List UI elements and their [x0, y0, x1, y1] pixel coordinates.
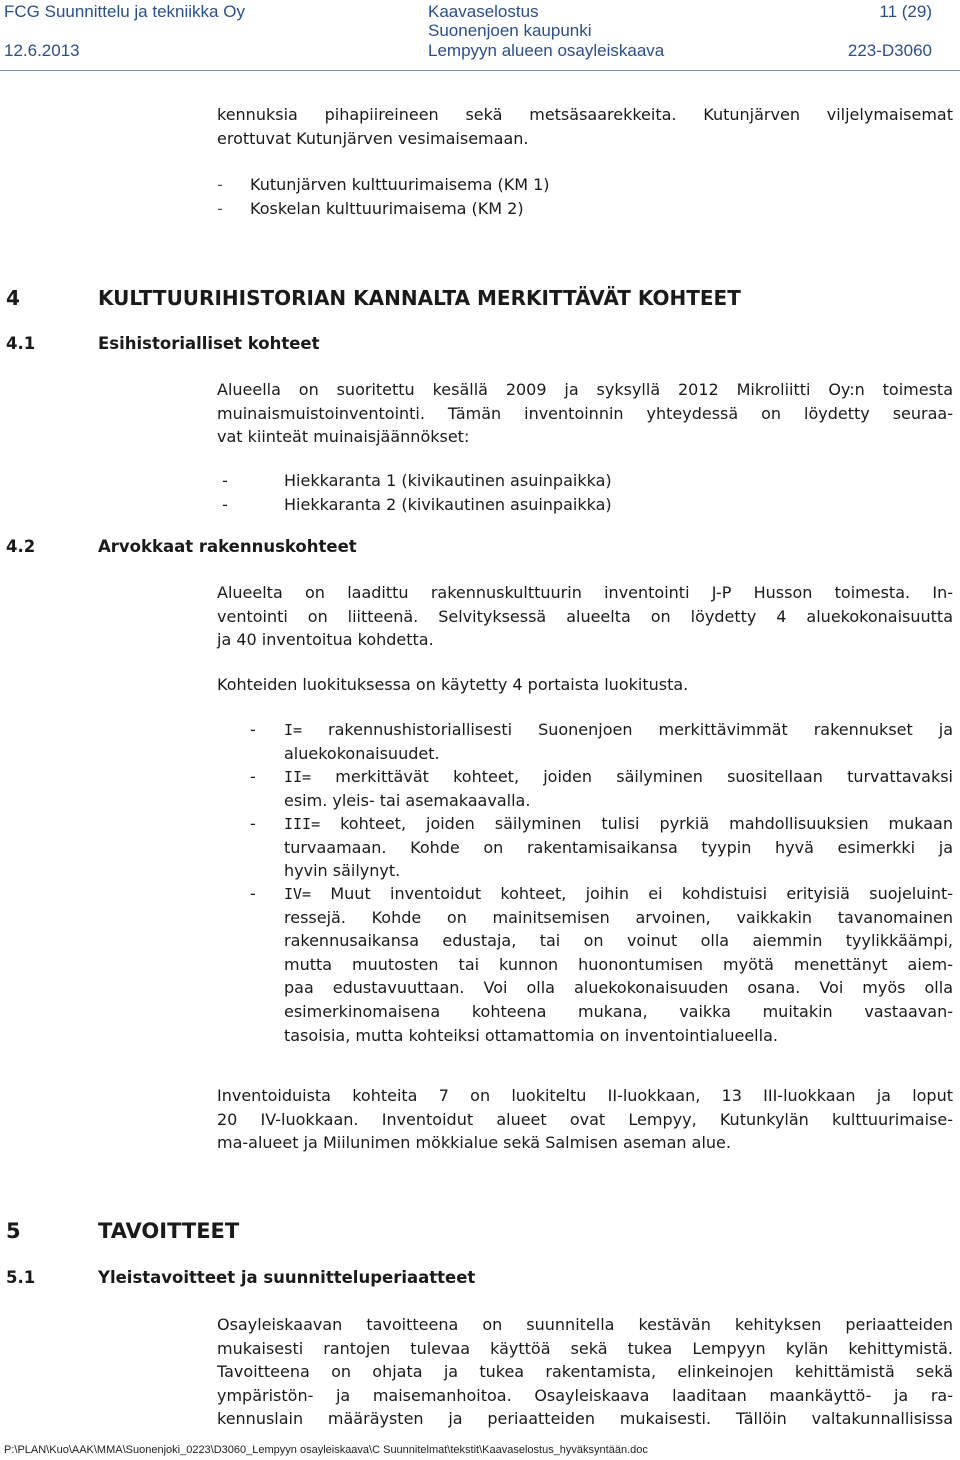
class-text: hyvin säilynyt.: [284, 861, 401, 881]
class-text: tasoisia, mutta kohteiksi ottamattomia on inventointialueella.: [284, 1025, 778, 1045]
list-item: Kutunjärven kulttuurimaisema (KM 1): [250, 175, 550, 194]
paragraph-line: 20 IV-luokkaan. Inventoidut alueet ovat Lempyy, Kutunkylän kulttuurimaise-: [217, 1109, 953, 1129]
paragraph-line: ja 40 inventoitua kohdetta.: [217, 630, 434, 650]
class-text: kohteet, joiden säilyminen tulisi pyrkiä mahdollisuuksien mukaan: [320, 814, 953, 833]
header-date: 12.6.2013: [4, 41, 80, 60]
paragraph-line: Tavoitteena on ohjata ja tukea rakentamista, elinkeinojen kehittämistä sekä: [217, 1362, 953, 1382]
class-text: paa edustavuuttaan. Voi olla aluekokonaisuuden osana. Voi myös olla: [284, 978, 953, 998]
header-client: Suonenjoen kaupunki: [428, 21, 592, 40]
section-4-number: 4: [6, 286, 20, 310]
classification-intro: Kohteiden luokituksessa on käytetty 4 portaista luokitusta.: [217, 675, 689, 694]
list-dash: -: [217, 175, 223, 194]
class-code: IV=: [284, 885, 312, 903]
header-doc-type: Kaavaselostus: [428, 2, 539, 21]
paragraph-line: Inventoiduista kohteita 7 on luokiteltu II-luokkaan, 13 III-luokkaan ja loput: [217, 1086, 953, 1105]
class-text: aluekokonaisuudet.: [284, 743, 440, 763]
section-4-1-paragraph: [217, 378, 953, 449]
class-text: merkittävät kohteet, joiden säilyminen suositellaan turvattavaksi: [311, 767, 953, 786]
section-4-title: KULTTUURIHISTORIAN KANNALTA MERKITTÄVÄT KOHTEET: [98, 286, 741, 310]
header-page-number: 11 (29): [879, 2, 932, 21]
class-text: turvaamaan. Kohde on rakentamisaikansa tyypin hyvä esimerkki ja: [284, 837, 953, 857]
paragraph-line: Osayleiskaavan tavoitteena on suunnitella kestävän kehityksen periaatteiden: [217, 1315, 953, 1334]
section-5-1-number: 5.1: [6, 1268, 36, 1287]
list-dash: -: [250, 814, 256, 833]
class-item-II: [284, 765, 953, 812]
class-code: III=: [284, 815, 321, 833]
class-code: II=: [284, 768, 312, 786]
paragraph-line: Alueelta on laadittu rakennuskulttuurin inventointi J-P Husson toimesta. In-: [217, 583, 953, 602]
paragraph-line: ventointi on liitteenä. Selvityksessä alueelta on löydetty 4 aluekokonaisuutta: [217, 606, 953, 626]
list-dash: -: [250, 884, 256, 903]
header-doc-id: 223-D3060: [847, 41, 932, 60]
section-5-number: 5: [6, 1219, 21, 1243]
section-4-1-number: 4.1: [6, 334, 36, 353]
section-4-1-title: Esihistorialliset kohteet: [98, 334, 320, 353]
list-dash: -: [217, 199, 223, 218]
paragraph-line: vat kiinteät muinaisjäännökset:: [217, 427, 470, 447]
paragraph-line: Alueella on suoritettu kesällä 2009 ja syksyllä 2012 Mikroliitti Oy:n toimesta: [217, 380, 953, 399]
paragraph-line: kennuslain määräysten ja periaatteiden mukaisesti. Tällöin valtakunnallisissa: [217, 1409, 953, 1429]
intro-paragraph: [217, 103, 953, 150]
section-4-2-paragraph: [217, 581, 953, 652]
class-text: rakennusaikansa edustaja, tai on voinut olla aiemmin tyylikkäämpi,: [284, 931, 953, 951]
list-dash: -: [250, 767, 256, 786]
header-plan: Lempyyn alueen osayleiskaava: [428, 41, 665, 60]
class-text: rakennushistoriallisesti Suonenjoen merkittävimmät rakennukset ja: [302, 720, 953, 739]
list-item: Hiekkaranta 1 (kivikautinen asuinpaikka): [284, 471, 612, 490]
paragraph-line: ma-alueet ja Miilunimen mökkialue sekä Salmisen aseman alue.: [217, 1133, 731, 1153]
class-text: Muut inventoidut kohteet, joihin ei kohdistuisi erityisiä suojeluint-: [311, 884, 953, 903]
class-text: mutta muutosten tai kunnon huonontumisen myötä menettänyt aiem-: [284, 954, 953, 974]
class-text: esimerkinomaisena kohteena mukana, vaikka muitakin vastaavan-: [284, 1001, 953, 1021]
class-item-IV: [284, 882, 953, 1047]
section-5-1-title: Yleistavoitteet ja suunnitteluperiaatteet: [98, 1268, 476, 1287]
list-item: Koskelan kulttuurimaisema (KM 2): [250, 199, 524, 218]
footer-file-path: P:\PLAN\Kuo\AAK\MMA\Suonenjoki_0223\D3060_Lempyyn osayleiskaava\C Suunnitelmat\tekstit\Kaavaselostus_hyväksyntään.doc: [4, 1444, 648, 1456]
paragraph-line: mukaisesti rantojen tulevaa käyttöä sekä tukea Lempyyn kylän kehittymistä.: [217, 1338, 953, 1358]
list-dash: -: [250, 720, 256, 739]
class-text: ressejä. Kohde on mainitsemisen arvoinen, vaikkakin tavanomainen: [284, 907, 953, 927]
class-code: I=: [284, 721, 303, 739]
paragraph-line: ympäristön- ja maisemanhoitoa. Osayleiskaava laaditaan maankäyttö- ja ra-: [217, 1385, 953, 1405]
header-company: FCG Suunnittelu ja tekniikka Oy: [4, 2, 245, 21]
section-5-1-paragraph: [217, 1313, 953, 1431]
class-item-I: [284, 718, 953, 765]
list-item: Hiekkaranta 2 (kivikautinen asuinpaikka): [284, 495, 612, 514]
section-4-2-number: 4.2: [6, 537, 36, 556]
class-item-III: [284, 812, 953, 883]
list-dash: -: [222, 495, 228, 514]
paragraph-line: muinaismuistoinventointi. Tämän inventoinnin yhteydessä on löydetty seuraa-: [217, 403, 953, 423]
intro-line: kennuksia pihapiireineen sekä metsäsaarekkeita. Kutunjärven viljelymaisemat: [217, 105, 953, 124]
class-text: esim. yleis- tai asemakaavalla.: [284, 790, 531, 810]
intro-line: erottuvat Kutunjärven vesimaisemaan.: [217, 128, 529, 148]
section-4-2-title: Arvokkaat rakennuskohteet: [98, 537, 357, 556]
section-5-title: TAVOITTEET: [98, 1219, 240, 1243]
inventory-summary-paragraph: [217, 1084, 953, 1155]
header-divider: [0, 70, 960, 71]
list-dash: -: [222, 471, 228, 490]
